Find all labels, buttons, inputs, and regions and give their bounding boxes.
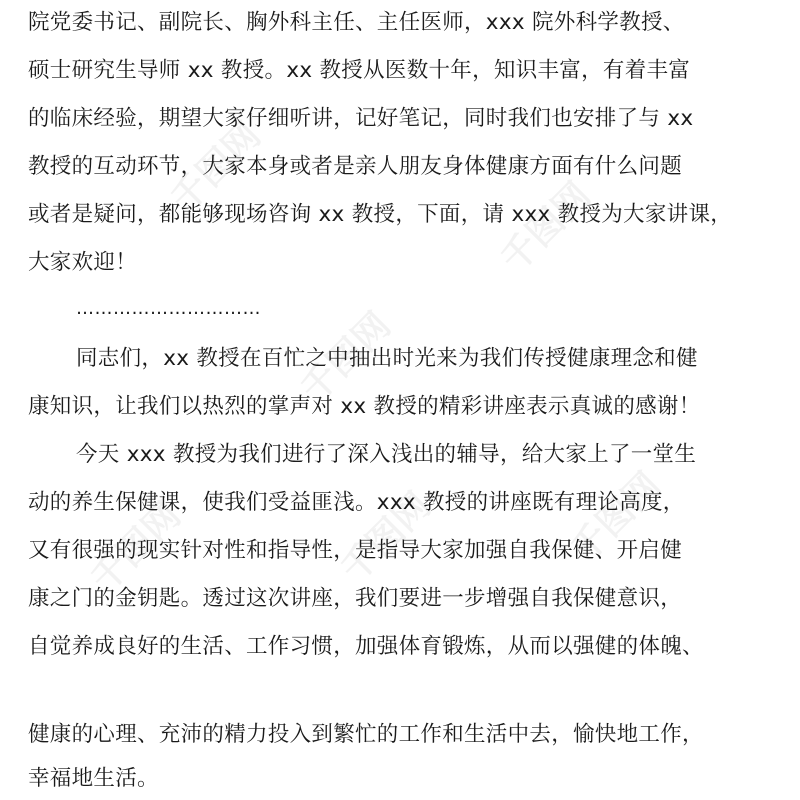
watermark: 千图网 bbox=[563, 464, 669, 571]
paragraph-1-line: 教授的互动环节，大家本身或者是亲人朋友身体健康方面有什么问题 bbox=[28, 154, 683, 179]
watermark: 千图网 bbox=[163, 114, 269, 221]
paragraph-3-line: 又有很强的现实针对性和指导性，是指导大家加强自我保健、开启健 bbox=[28, 538, 683, 563]
paragraph-2-line: 同志们，xx 教授在百忙之中抽出时光来为我们传授健康理念和健 bbox=[76, 346, 698, 371]
paragraph-1-line: 的临床经验，期望大家仔细听讲，记好笔记，同时我们也安排了与 xx bbox=[28, 106, 694, 131]
paragraph-3-line: 动的养生保健课，使我们受益匪浅。xxx 教授的讲座既有理论高度， bbox=[28, 490, 685, 515]
paragraph-3-line: 康之门的金钥匙。透过这次讲座，我们要进一步增强自我保健意识， bbox=[28, 586, 683, 611]
paragraph-3-line: 自觉养成良好的生活、工作习惯，加强体育锻炼，从而以强健的体魄、 bbox=[28, 634, 704, 659]
watermark: 千图网 bbox=[493, 174, 599, 281]
paragraph-1-line: 大家欢迎！ bbox=[28, 250, 138, 275]
paragraph-1-line: 或者是疑问，都能够现场咨询 xx 教授，下面，请 xxx 教授为大家讲课， bbox=[28, 202, 733, 227]
watermark: 千图网 bbox=[83, 494, 189, 601]
paragraph-3-line: 今天 xxx 教授为我们进行了深入浅出的辅导，给大家上了一堂生 bbox=[76, 442, 697, 467]
separator-dots: ………………………… bbox=[76, 298, 261, 319]
paragraph-3-line: 健康的心理、充沛的精力投入到繁忙的工作和生活中去，愉快地工作， bbox=[28, 722, 704, 747]
paragraph-1-line: 院党委书记、副院长、胸外科主任、主任医师，xxx 院外科学教授、 bbox=[28, 10, 685, 35]
watermark: 千图网 bbox=[293, 304, 399, 411]
paragraph-3-line: 幸福地生活。 bbox=[28, 766, 159, 791]
paragraph-2-line: 康知识，让我们以热烈的掌声对 xx 教授的精彩讲座表示真诚的感谢！ bbox=[28, 394, 701, 419]
paragraph-1-line: 硕士研究生导师 xx 教授。xx 教授从医数十年，知识丰富，有着丰富 bbox=[28, 58, 691, 83]
watermark: 千图网 bbox=[333, 484, 439, 591]
